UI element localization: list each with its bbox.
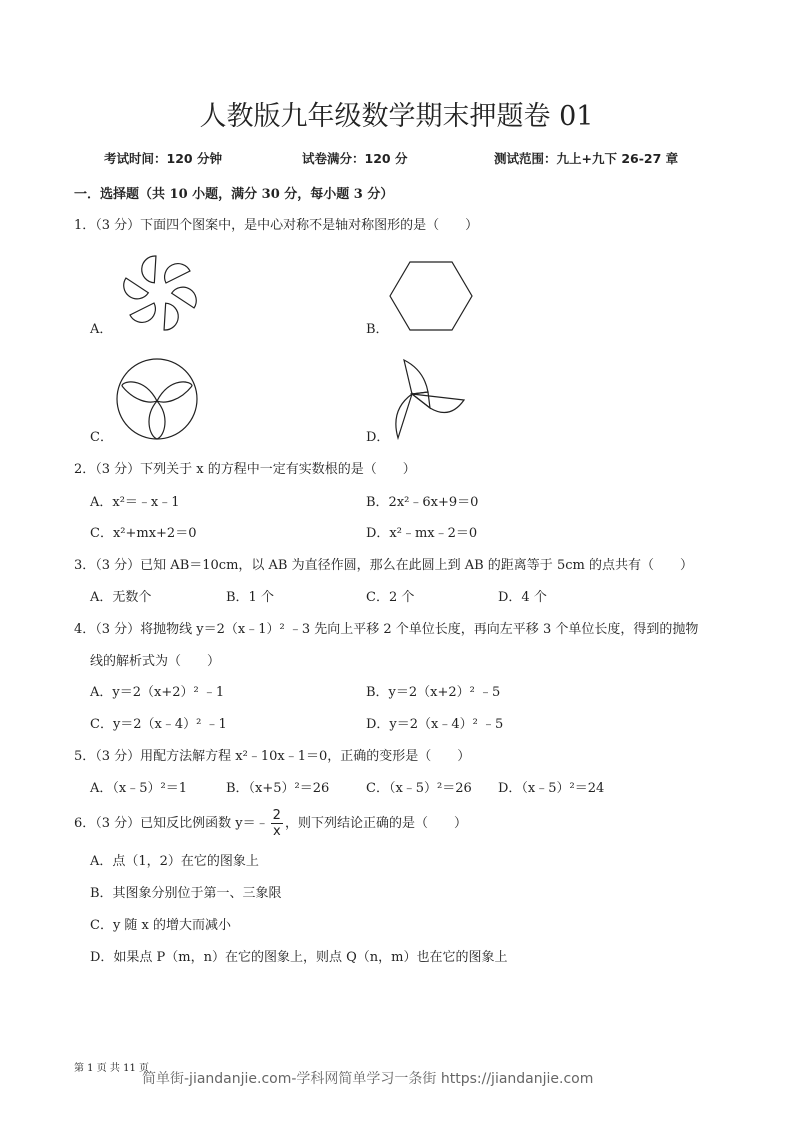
figure-d-three-blades: [390, 356, 470, 442]
question-4-stem-cont: 线的解析式为（ ）: [90, 654, 221, 669]
option-1d: D．: [366, 430, 390, 445]
watermark: 简单街-jiandanjie.com-学科网简单学习一条街 https://jiandanjie.com: [142, 1071, 594, 1087]
figure-c-circle-arcs: [114, 356, 200, 442]
question-4-stem: 4．（3 分）将抛物线 y＝2（x﹣1）² ﹣3 先向上平移 2 个单位长度，再向左平移 3 个单位长度，得到的抛物: [74, 622, 699, 637]
figure-a-pinwheel: [112, 252, 208, 334]
option-2a: A．x²＝﹣x﹣1: [90, 495, 180, 510]
figure-b-hexagon: [386, 258, 476, 334]
option-1a: A．: [90, 322, 113, 337]
option-2b: B．2x²﹣6x+9＝0: [366, 495, 479, 510]
option-1b: B．: [366, 322, 389, 337]
section-heading: 一．选择题（共 10 小题，满分 30 分，每小题 3 分）: [74, 187, 394, 202]
option-6d: D．如果点 P（m，n）在它的图象上，则点 Q（n，m）也在它的图象上: [90, 950, 508, 965]
option-4c: C．y＝2（x﹣4）² ﹣1: [90, 717, 227, 732]
fraction: [271, 808, 283, 839]
option-6a: A．点（1，2）在它的图象上: [90, 854, 259, 869]
question-2-stem: 2．（3 分）下列关于 x 的方程中一定有实数根的是（ ）: [74, 462, 416, 477]
option-4b: B．y＝2（x+2）² ﹣5: [366, 685, 501, 700]
option-3b: B．1 个: [226, 590, 274, 605]
option-5d: D．（x﹣5）²＝24: [498, 781, 605, 796]
question-6-stem-pre: 6．（3 分）已知反比例函数 y＝﹣: [74, 816, 269, 831]
option-4d: D．y＝2（x﹣4）² ﹣5: [366, 717, 504, 732]
exam-score: 试卷满分：120 分: [302, 151, 408, 166]
option-2c: C．x²+mx+2＝0: [90, 526, 197, 541]
question-1-stem: 1．（3 分）下面四个图案中，是中心对称不是轴对称图形的是（ ）: [74, 218, 479, 233]
question-6-stem: [74, 808, 467, 839]
question-5-stem: 5．（3 分）用配方法解方程 x²﹣10x﹣1＝0，正确的变形是（ ）: [74, 749, 471, 764]
option-3d: D．4 个: [498, 590, 547, 605]
exam-time: 考试时间：120 分钟: [104, 151, 222, 166]
option-5b: B．（x+5）²＝26: [226, 781, 330, 796]
fraction-numerator: 2: [272, 808, 281, 823]
option-6c: C．y 随 x 的增大而减小: [90, 918, 232, 933]
option-4a: A．y＝2（x+2）² ﹣1: [90, 685, 225, 700]
exam-scope: 测试范围：九上+九下 26-27 章: [494, 151, 679, 166]
option-2d: D．x²﹣mx﹣2＝0: [366, 526, 478, 541]
option-3c: C．2 个: [366, 590, 415, 605]
page-title: 人教版九年级数学期末押题卷 01: [199, 101, 594, 132]
option-3a: A．无数个: [90, 590, 152, 605]
option-6b: B．其图象分别位于第一、三象限: [90, 886, 282, 901]
question-6-stem-post: ，则下列结论正确的是（ ）: [284, 816, 467, 831]
fraction-denominator: x: [272, 824, 281, 839]
option-5a: A．（x﹣5）²＝1: [90, 781, 187, 796]
question-3-stem: 3．（3 分）已知 AB＝10cm，以 AB 为直径作圆，那么在此圆上到 AB 的距离等于 5cm 的点共有（ ）: [74, 558, 693, 573]
option-5c: C．（x﹣5）²＝26: [366, 781, 472, 796]
page-number: 第 1 页 共 11 页: [74, 1063, 149, 1074]
option-1c: C．: [90, 430, 113, 445]
